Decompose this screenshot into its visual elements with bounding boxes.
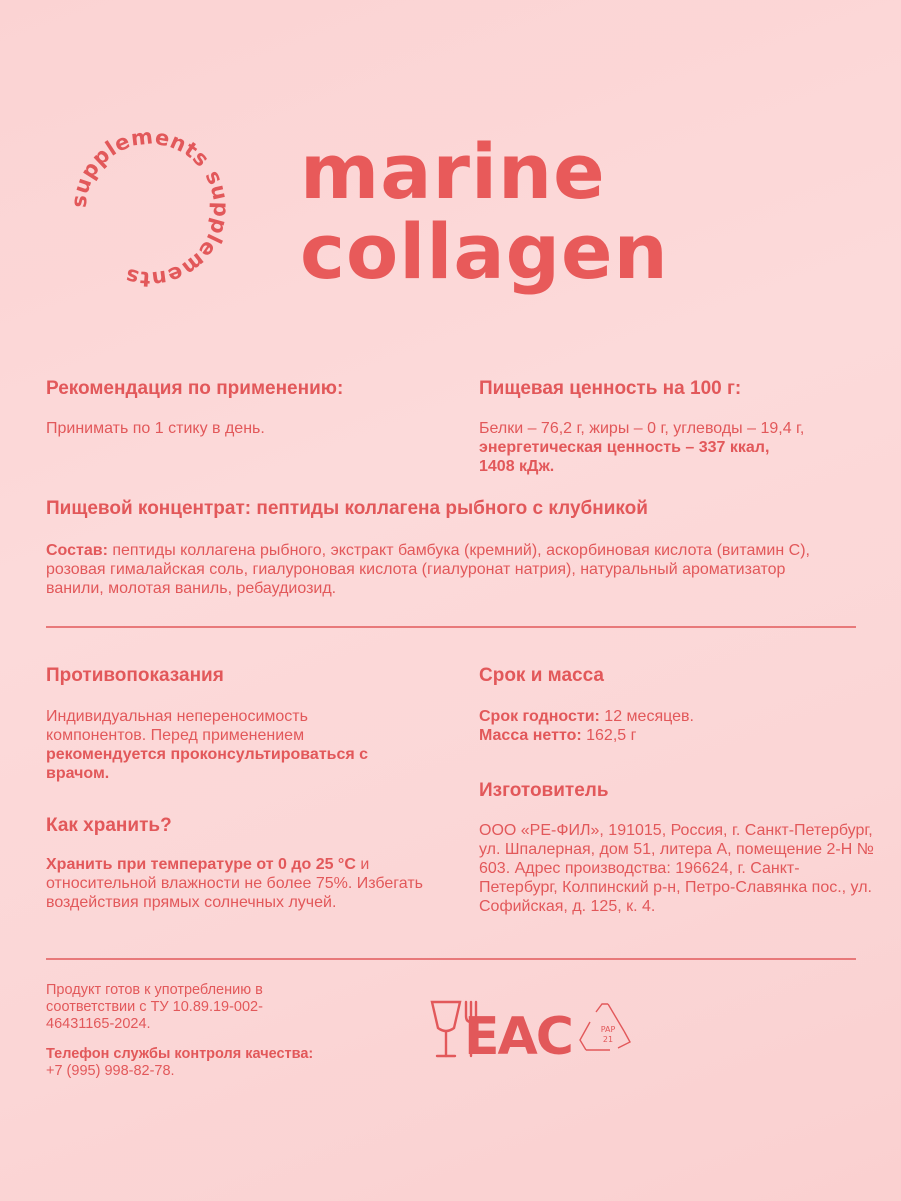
composition-list: пептиды коллагена рыбного, экстракт бамбука (кремний), аскорбиновая кислота (витамин С), розовая гималайская соль, гиалуроновая кислота (гиалуронат натрия), натуральный ароматизатор ванили, молотая ваниль, ребаудиозид.	[46, 542, 810, 597]
storage-plain: и относительной влажности не более 75%. Избегать воздействия прямых солнечных лучей.	[46, 856, 423, 911]
contra-heading: Противопоказания	[46, 665, 224, 686]
contra-bold: рекомендуется проконсультироваться с врачом.	[46, 746, 369, 782]
svg-text:21: 21	[602, 1035, 614, 1044]
phone-block	[46, 1046, 386, 1080]
mass-label: Масса нетто:	[479, 727, 582, 744]
ready-text: Продукт готов к употреблению в соответствии с ТУ 10.89.19-002-46431165-2024.	[46, 982, 263, 1032]
supplements-badge	[60, 118, 240, 298]
certification-marks	[428, 998, 640, 1062]
divider-bottom	[46, 958, 856, 960]
shelf-life-value: 12 месяцев.	[599, 708, 694, 725]
contra-text	[46, 707, 411, 783]
nutrition-text	[479, 419, 809, 476]
svg-text:supplements supplements	[67, 124, 233, 291]
usage-text: Принимать по 1 стику в день.	[46, 420, 265, 437]
composition-label: Состав:	[46, 542, 108, 559]
shelf-text	[479, 707, 819, 745]
maker-text: ООО «РЕ-ФИЛ», 191015, Россия, г. Санкт-Петербург, ул. Шпалерная, дом 51, литера А, помещение 2-Н № 603. Адрес производства: 196624, г. Санкт-Петербург, Колпинский р-н, Петро-Славянка пос., ул. Софийская, д. 125, к. 4.	[479, 822, 874, 915]
shelf-life-label: Срок годности:	[479, 708, 600, 725]
usage-heading: Рекомендация по применению:	[46, 378, 344, 399]
phone-label: Телефон службы контроля качества:	[46, 1046, 314, 1062]
composition-text	[46, 541, 836, 598]
storage-text	[46, 855, 426, 912]
nutrition-values: Белки – 76,2 г, жиры – 0 г, углеводы – 19,4 г,	[479, 420, 805, 437]
badge-text: supplements supplements	[66, 124, 234, 292]
svg-text:EAC: EAC	[464, 1007, 572, 1062]
divider-top	[46, 626, 856, 628]
svg-text:PAP: PAP	[600, 1025, 616, 1034]
eac-mark-icon	[464, 1007, 572, 1062]
concentrate-heading: Пищевой концентрат: пептиды коллагена рыбного с клубникой	[46, 498, 648, 519]
nutrition-energy: энергетическая ценность – 337 ккал, 1408 кДж.	[479, 439, 770, 475]
product-title-line1: marine	[300, 127, 606, 216]
storage-bold: Хранить при температуре от 0 до 25 °С	[46, 856, 356, 873]
storage-heading: Как хранить?	[46, 815, 172, 836]
product-title	[300, 127, 669, 296]
mass-value: 162,5 г	[581, 727, 637, 744]
phone-number: +7 (995) 998-82-78.	[46, 1063, 175, 1079]
shelf-heading: Срок и масса	[479, 665, 604, 686]
product-title-line2: collagen	[300, 207, 669, 296]
recycle-icon	[580, 1004, 630, 1050]
nutrition-heading: Пищевая ценность на 100 г:	[479, 378, 742, 399]
maker-heading: Изготовитель	[479, 780, 609, 801]
contra-plain: Индивидуальная непереносимость компонентов. Перед применением	[46, 708, 308, 744]
